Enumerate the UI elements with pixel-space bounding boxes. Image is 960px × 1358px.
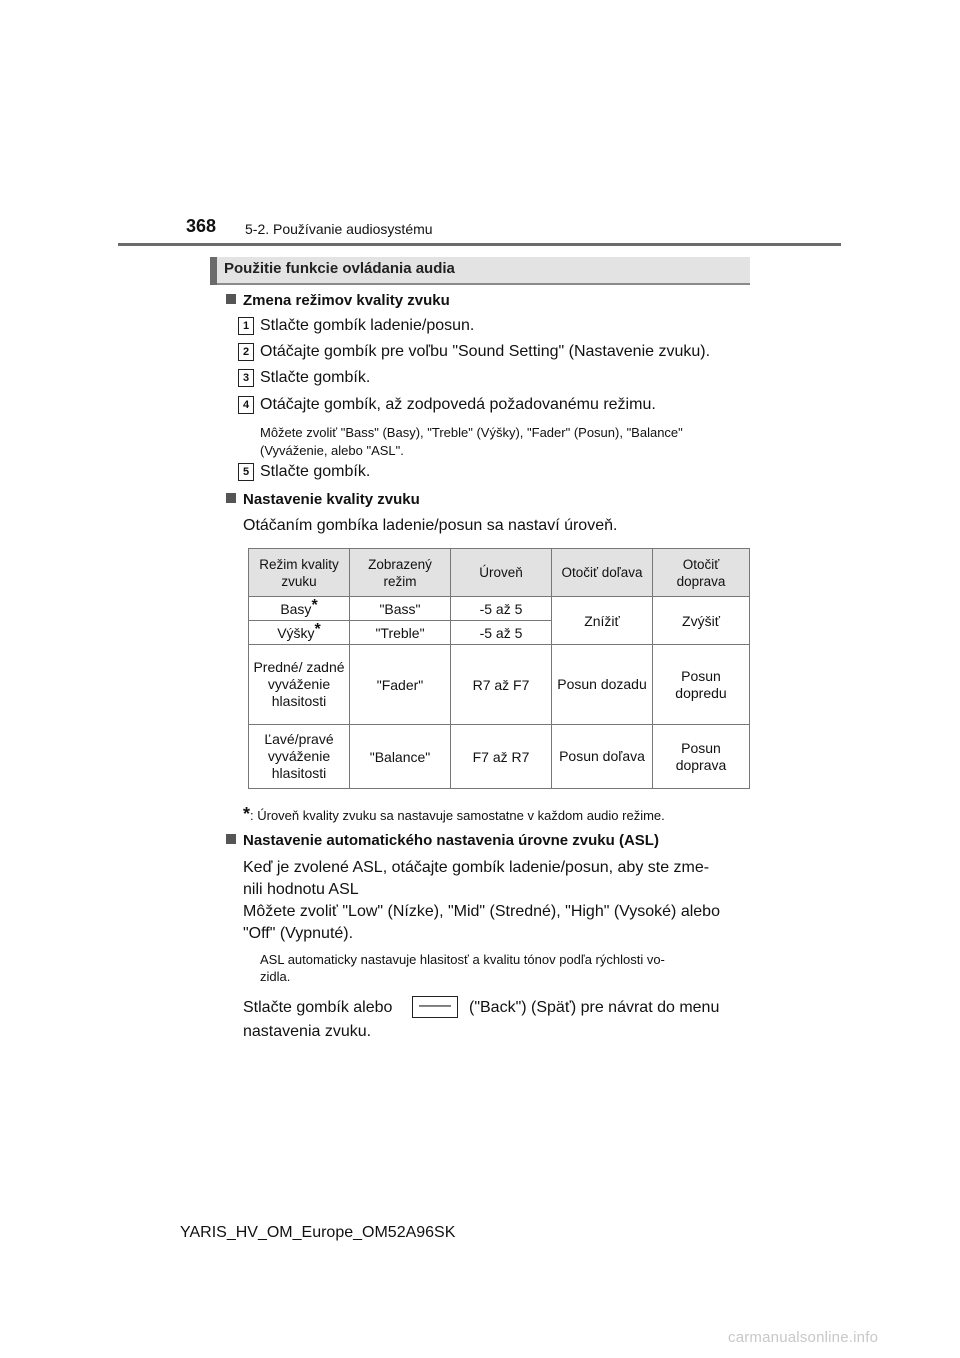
- table-cell-turn-left: Posun doľava: [552, 725, 653, 789]
- subheading-change-modes: [226, 292, 450, 309]
- sound-quality-table: [248, 548, 750, 789]
- table-header-row: [249, 549, 750, 597]
- step-text-2: Otáčajte gombík pre voľbu "Sound Setting" (Nastavenie zvuku).: [260, 343, 711, 360]
- table-header-cell: Zobrazený režim: [350, 549, 451, 597]
- page-number: 368: [186, 216, 217, 236]
- table-header-cell: Úroveň: [451, 549, 552, 597]
- footnote-asterisk: *: [243, 804, 251, 824]
- watermark: carmanualsonline.info: [728, 1329, 879, 1346]
- document-code: YARIS_HV_OM_Europe_OM52A96SK: [180, 1224, 456, 1241]
- step-number-4: 4: [238, 396, 254, 414]
- asterisk-mark: *: [314, 620, 321, 638]
- step-text-1: Stlačte gombík ladenie/posun.: [260, 317, 475, 334]
- step-text-4: Otáčajte gombík, až zodpovedá požadovanému režimu.: [260, 396, 656, 413]
- asl-text-line-4: "Off" (Vypnuté).: [243, 925, 354, 942]
- table-cell-level: -5 až 5: [451, 621, 552, 645]
- square-bullet-icon: [226, 834, 236, 844]
- table-cell-display: "Fader": [350, 645, 451, 725]
- header-rule: [118, 243, 841, 246]
- step-text-5: Stlačte gombík.: [260, 463, 371, 480]
- table-cell-display: "Treble": [350, 621, 451, 645]
- step-text-3: Stlačte gombík.: [260, 369, 371, 386]
- section-title: Použitie funkcie ovládania audia: [224, 260, 455, 277]
- asterisk-mark: *: [311, 596, 318, 614]
- table-cell-mode: Výšky*: [249, 621, 350, 645]
- square-bullet-icon: [226, 493, 236, 503]
- table-cell-display: "Balance": [350, 725, 451, 789]
- subheading-asl: [226, 832, 659, 849]
- asl-text-line-2: nili hodnotu ASL: [243, 881, 359, 898]
- back-button-icon: ——: [412, 996, 458, 1018]
- asl-note-line-1: ASL automaticky nastavuje hlasitosť a kvalitu tónov podľa rýchlosti vo-: [260, 952, 665, 967]
- table-row: [249, 597, 750, 621]
- asl-note-line-2: zidla.: [260, 969, 291, 984]
- table-cell-turn-left: Posun dozadu: [552, 645, 653, 725]
- step-number-2: 2: [238, 343, 254, 361]
- table-cell-mode: Basy*: [249, 597, 350, 621]
- table-header-cell: Otočiť doprava: [653, 549, 750, 597]
- adjust-quality-text: Otáčaním gombíka ladenie/posun sa nastaví úroveň.: [243, 517, 618, 534]
- back-text-line-2: nastavenia zvuku.: [243, 1023, 372, 1040]
- table-footnote: [243, 806, 665, 824]
- table-cell-mode: Ľavé/pravé vyváženie hlasitosti: [249, 725, 350, 789]
- subheading-adjust-quality: [226, 491, 420, 508]
- step-number-1: 1: [238, 317, 254, 335]
- table-cell-level: F7 až R7: [451, 725, 552, 789]
- subheading-text: Nastavenie automatického nastavenia úrovne zvuku (ASL): [243, 832, 659, 849]
- table-cell-turn-left: Znížiť: [552, 597, 653, 645]
- back-text-before: Stlačte gombík alebo: [243, 999, 393, 1016]
- subheading-text: Nastavenie kvality zvuku: [243, 491, 420, 508]
- asl-text-line-1: Keď je zvolené ASL, otáčajte gombík ladenie/posun, aby ste zme-: [243, 859, 710, 876]
- table-cell-turn-right: Zvýšiť: [653, 597, 750, 645]
- square-bullet-icon: [226, 294, 236, 304]
- subheading-text: Zmena režimov kvality zvuku: [243, 292, 450, 309]
- section-bar-accent: [210, 257, 217, 285]
- table-cell-turn-right: Posun dopredu: [653, 645, 750, 725]
- table-row: [249, 725, 750, 789]
- mode-note-line-2: (Vyváženie, alebo "ASL".: [260, 443, 404, 458]
- back-text-after: ("Back") (Späť) pre návrat do menu: [469, 999, 720, 1016]
- table-cell-level: -5 až 5: [451, 597, 552, 621]
- step-number-3: 3: [238, 369, 254, 387]
- table-row: [249, 645, 750, 725]
- table-cell-level: R7 až F7: [451, 645, 552, 725]
- table-cell-display: "Bass": [350, 597, 451, 621]
- table-header-cell: Otočiť doľava: [552, 549, 653, 597]
- table-cell-turn-right: Posun doprava: [653, 725, 750, 789]
- asl-text-line-3: Môžete zvoliť "Low" (Nízke), "Mid" (Stredné), "High" (Vysoké) alebo: [243, 903, 720, 920]
- mode-note-line-1: Môžete zvoliť "Bass" (Basy), "Treble" (Výšky), "Fader" (Posun), "Balance": [260, 425, 683, 440]
- footnote-text: : Úroveň kvality zvuku sa nastavuje samostatne v každom audio režime.: [250, 808, 665, 823]
- section-title-bar: [210, 257, 750, 285]
- table-cell-mode: Predné/ zadné vyváženie hlasitosti: [249, 645, 350, 725]
- step-number-5: 5: [238, 463, 254, 481]
- running-head: 5-2. Používanie audiosystému: [245, 221, 433, 237]
- table-header-cell: Režim kvality zvuku: [249, 549, 350, 597]
